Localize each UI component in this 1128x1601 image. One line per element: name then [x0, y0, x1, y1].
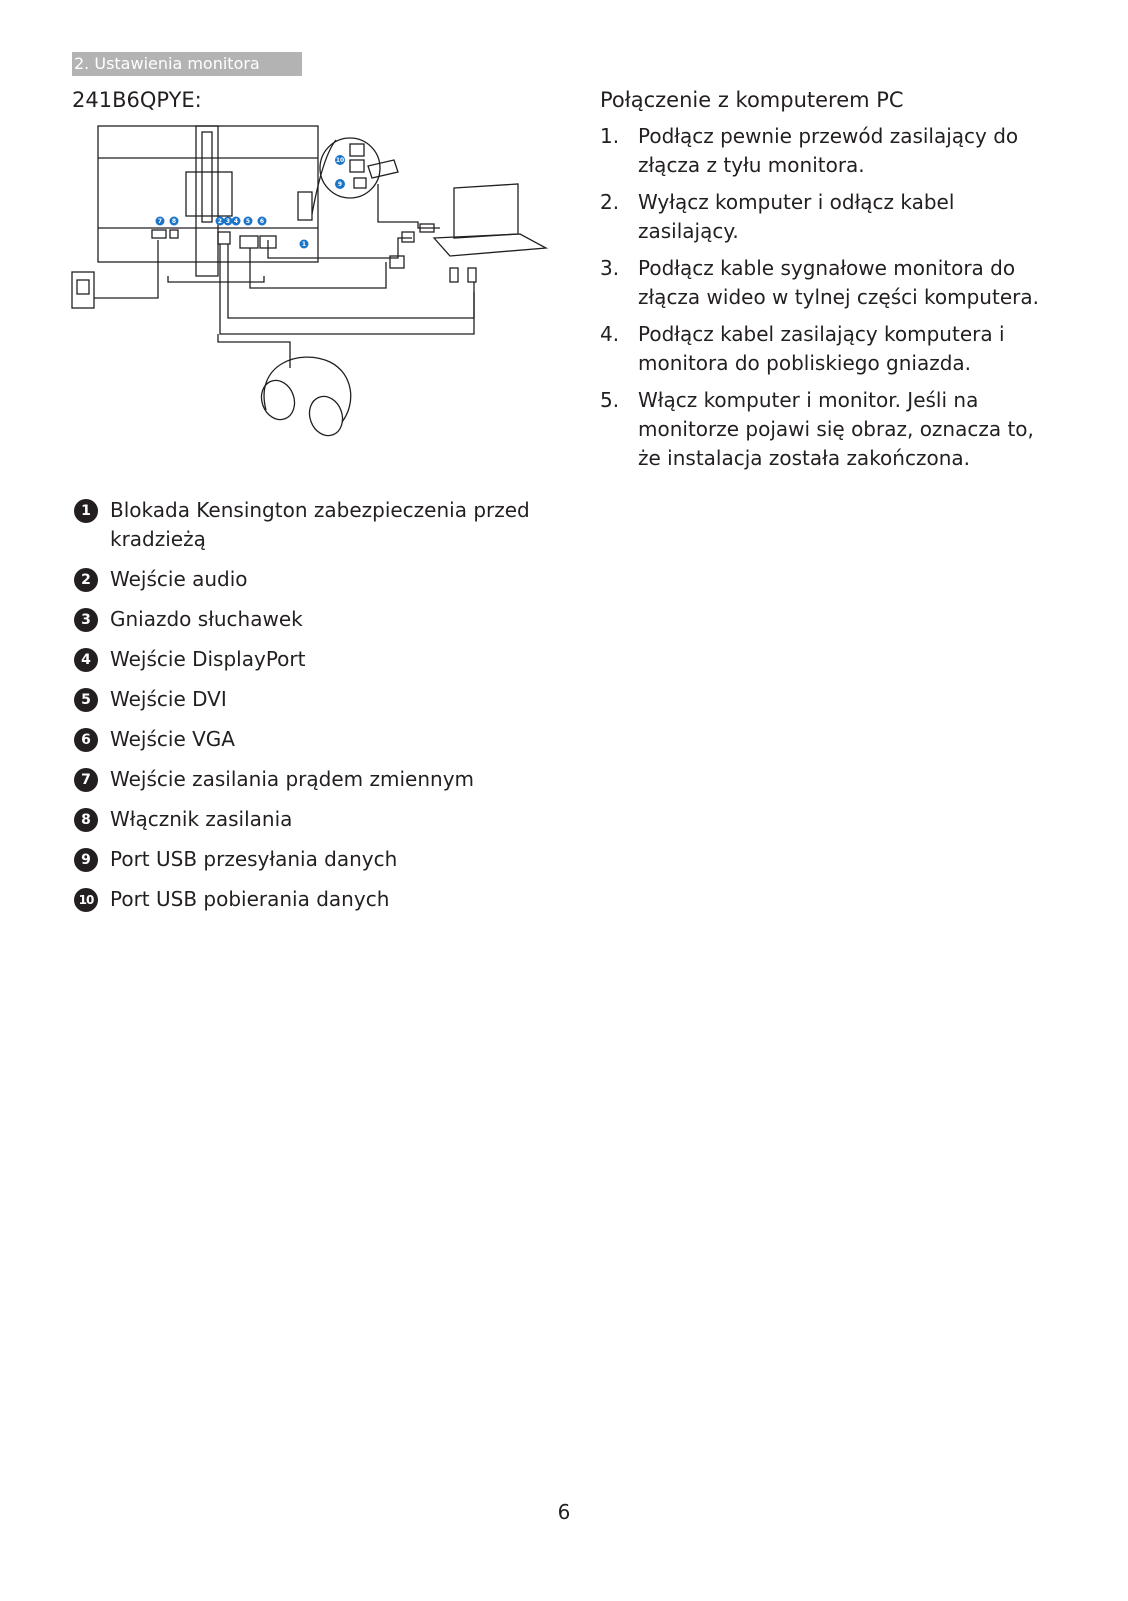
step-text: Podłącz kable sygnałowe monitora do złącza wideo w tylnej części komputera. [638, 256, 1039, 309]
number-badge: 3 [74, 608, 98, 632]
legend-item [74, 605, 544, 634]
callout-3: 3 [225, 218, 231, 225]
legend-text: Włącznik zasilania [110, 807, 293, 831]
step-item [600, 320, 1050, 378]
step-number: 3. [600, 256, 620, 280]
callout-10: 10 [335, 157, 345, 164]
callout-6: 6 [259, 218, 265, 225]
legend-item [74, 725, 544, 754]
legend-text: Wejście DVI [110, 687, 227, 711]
laptop-base [434, 234, 546, 256]
step-item [600, 122, 1050, 180]
section-header-tab: 2. Ustawienia monitora [72, 52, 302, 76]
legend-text: Blokada Kensington zabezpieczenia przed kradzieżą [110, 498, 530, 551]
step-item [600, 254, 1050, 312]
step-text: Podłącz kabel zasilający komputera i monitora do pobliskiego gniazda. [638, 322, 1005, 375]
page-number: 6 [557, 1500, 571, 1524]
number-badge: 9 [74, 848, 98, 872]
legend-item [74, 685, 544, 714]
number-badge: 6 [74, 728, 98, 752]
step-item [600, 188, 1050, 246]
number-badge: 5 [74, 688, 98, 712]
legend-text: Wejście zasilania prądem zmiennym [110, 767, 475, 791]
legend-text: Wejście DisplayPort [110, 647, 306, 671]
legend-item [74, 645, 544, 674]
number-badge: 8 [74, 808, 98, 832]
callout-4: 4 [233, 218, 239, 225]
step-number: 1. [600, 124, 620, 148]
callout-7: 7 [157, 218, 163, 225]
callout-5: 5 [245, 218, 251, 225]
step-text: Wyłącz komputer i odłącz kabel zasilający. [638, 190, 955, 243]
model-title: 241B6QPYE: [72, 88, 202, 112]
number-badge: 1 [74, 499, 98, 523]
callout-9: 9 [337, 181, 343, 188]
connection-diagram [68, 122, 548, 442]
legend-text: Port USB przesyłania danych [110, 847, 398, 871]
legend-text: Wejście audio [110, 567, 248, 591]
callout-2: 2 [217, 218, 223, 225]
monitor-back [98, 126, 318, 262]
callout-1: 1 [301, 241, 307, 248]
connection-title: Połączenie z komputerem PC [600, 88, 904, 112]
legend-text: Port USB pobierania danych [110, 887, 390, 911]
legend-item [74, 496, 544, 554]
headphone-left-cup [256, 376, 300, 425]
step-number: 4. [600, 322, 620, 346]
legend-item [74, 805, 544, 834]
usb-flash-drive [368, 160, 398, 178]
step-number: 2. [600, 190, 620, 214]
legend-text: Wejście VGA [110, 727, 235, 751]
step-text: Włącz komputer i monitor. Jeśli na monitorze pojawi się obraz, oznacza to, że instalacja została zakończona. [638, 388, 1034, 470]
callout-8: 8 [171, 218, 177, 225]
number-badge: 7 [74, 768, 98, 792]
connection-steps [600, 122, 1050, 481]
step-number: 5. [600, 388, 620, 412]
number-badge: 2 [74, 568, 98, 592]
step-text: Podłącz pewnie przewód zasilający do złącza z tyłu monitora. [638, 124, 1019, 177]
legend-item [74, 765, 544, 794]
monitor-stand [196, 126, 218, 276]
number-badge: 4 [74, 648, 98, 672]
number-badge: 10 [74, 888, 98, 912]
laptop-screen [454, 184, 518, 238]
step-item [600, 386, 1050, 473]
legend-item [74, 565, 544, 594]
legend-item [74, 845, 544, 874]
port-legend [74, 496, 544, 925]
legend-item [74, 885, 544, 914]
headphone-right-cup [304, 392, 348, 441]
legend-text: Gniazdo słuchawek [110, 607, 303, 631]
